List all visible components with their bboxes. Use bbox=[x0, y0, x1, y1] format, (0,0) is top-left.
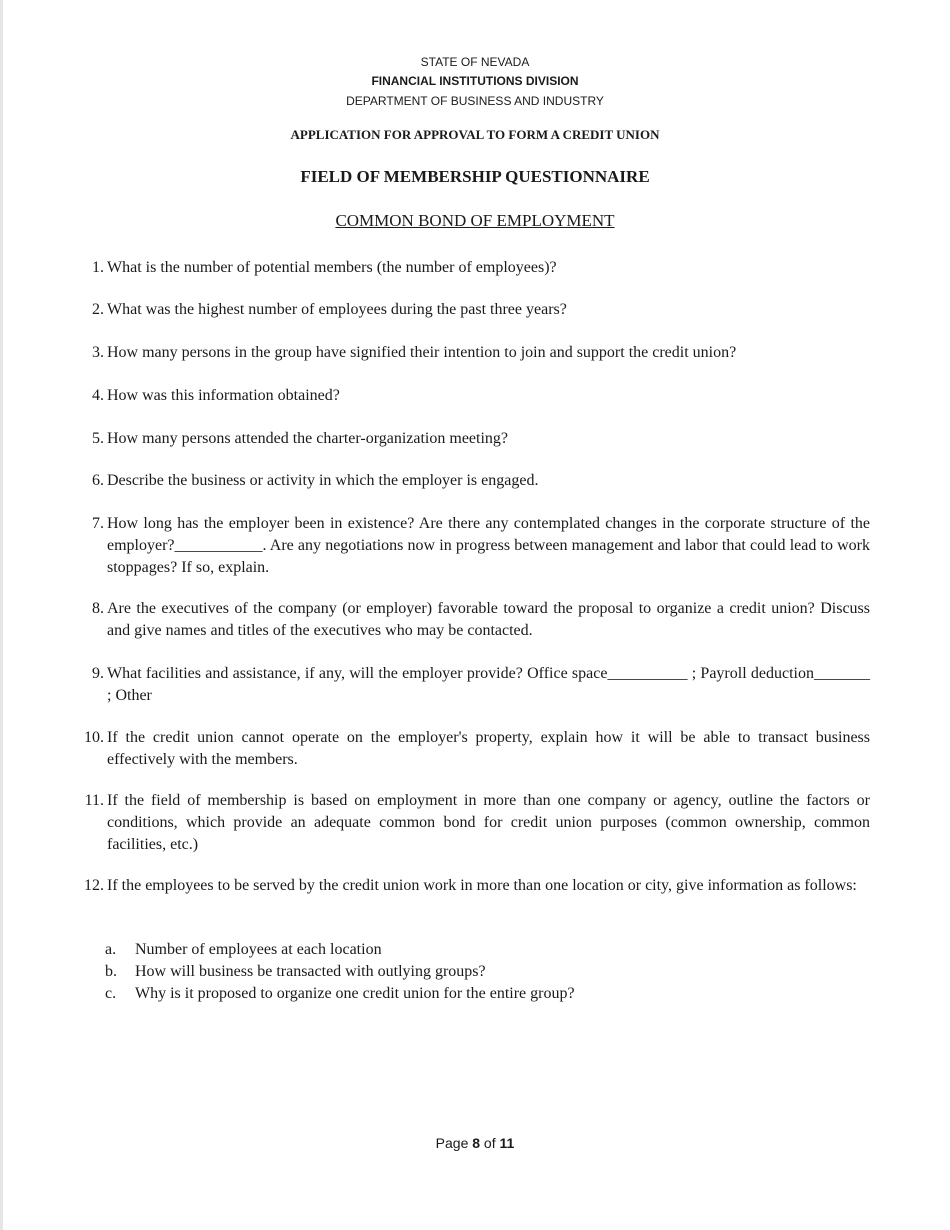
question-text: Are the executives of the company (or employer) favorable toward the proposal to organize a credit union? Discuss and give names and titles of the executives who may be contacted. bbox=[107, 600, 870, 639]
subitem-letter: c. bbox=[105, 985, 117, 1002]
question-text: What facilities and assistance, if any, will the employer provide? Office space__________ ; Payroll deduction_______ ; Other bbox=[107, 665, 870, 704]
state-heading: STATE OF NEVADA bbox=[420, 55, 530, 69]
subitem-letter: a. bbox=[105, 941, 117, 958]
question-number: 12. bbox=[84, 877, 104, 894]
question-number: 8. bbox=[92, 600, 104, 617]
section-title-text: COMMON BOND OF EMPLOYMENT bbox=[335, 211, 615, 230]
question-number: 3. bbox=[92, 344, 104, 361]
page-prefix: Page bbox=[435, 1135, 473, 1151]
question-number: 1. bbox=[92, 259, 104, 276]
page-total: 11 bbox=[499, 1135, 515, 1151]
question-number: 2. bbox=[92, 301, 104, 318]
question-text: What is the number of potential members (the number of employees)? bbox=[107, 259, 557, 276]
question-text: If the field of membership is based on employment in more than one company or agency, outline the factors or conditions, which provide an adequate common bond for credit union purposes (common ownership, common facilities, etc.) bbox=[107, 792, 870, 853]
subitem-text: Number of employees at each location bbox=[135, 941, 382, 958]
question-text: How many persons attended the charter-organization meeting? bbox=[107, 430, 509, 447]
page-current: 8 bbox=[472, 1135, 481, 1151]
page-mid: of bbox=[480, 1135, 500, 1151]
question-text: Describe the business or activity in which the employer is engaged. bbox=[107, 472, 539, 489]
page-footer bbox=[0, 1134, 950, 1152]
department-heading: DEPARTMENT OF BUSINESS AND INDUSTRY bbox=[346, 94, 604, 108]
question-text: How many persons in the group have signified their intention to join and support the credit union? bbox=[107, 344, 737, 361]
division-heading: FINANCIAL INSTITUTIONS DIVISION bbox=[371, 74, 579, 88]
question-number: 5. bbox=[92, 430, 104, 447]
question-text: What was the highest number of employees during the past three years? bbox=[107, 301, 567, 318]
questionnaire-title: FIELD OF MEMBERSHIP QUESTIONNAIRE bbox=[300, 167, 650, 186]
question-text: If the credit union cannot operate on the employer's property, explain how it will be able to transact business effectively with the members. bbox=[107, 729, 870, 768]
question-number: 7. bbox=[92, 515, 104, 532]
section-title bbox=[0, 211, 950, 231]
subitem-letter: b. bbox=[105, 963, 117, 980]
question-number: 11. bbox=[84, 792, 104, 809]
question-number: 6. bbox=[92, 472, 104, 489]
question-number: 4. bbox=[92, 387, 104, 404]
question-number: 10. bbox=[84, 729, 104, 746]
question-text: If the employees to be served by the credit union work in more than one location or city, give information as follows: bbox=[107, 877, 857, 894]
question-text: How long has the employer been in existence? Are there any contemplated changes in the corporate structure of the employer?___________. Are any negotiations now in progress between management and labor that could lead to work stoppages? If so, explain. bbox=[107, 515, 870, 576]
question-number: 9. bbox=[92, 665, 104, 682]
question-text: How was this information obtained? bbox=[107, 387, 340, 404]
application-title: APPLICATION FOR APPROVAL TO FORM A CREDIT UNION bbox=[290, 127, 660, 142]
subitem-text: Why is it proposed to organize one credit union for the entire group? bbox=[135, 985, 575, 1002]
subitem-text: How will business be transacted with outlying groups? bbox=[135, 963, 486, 980]
